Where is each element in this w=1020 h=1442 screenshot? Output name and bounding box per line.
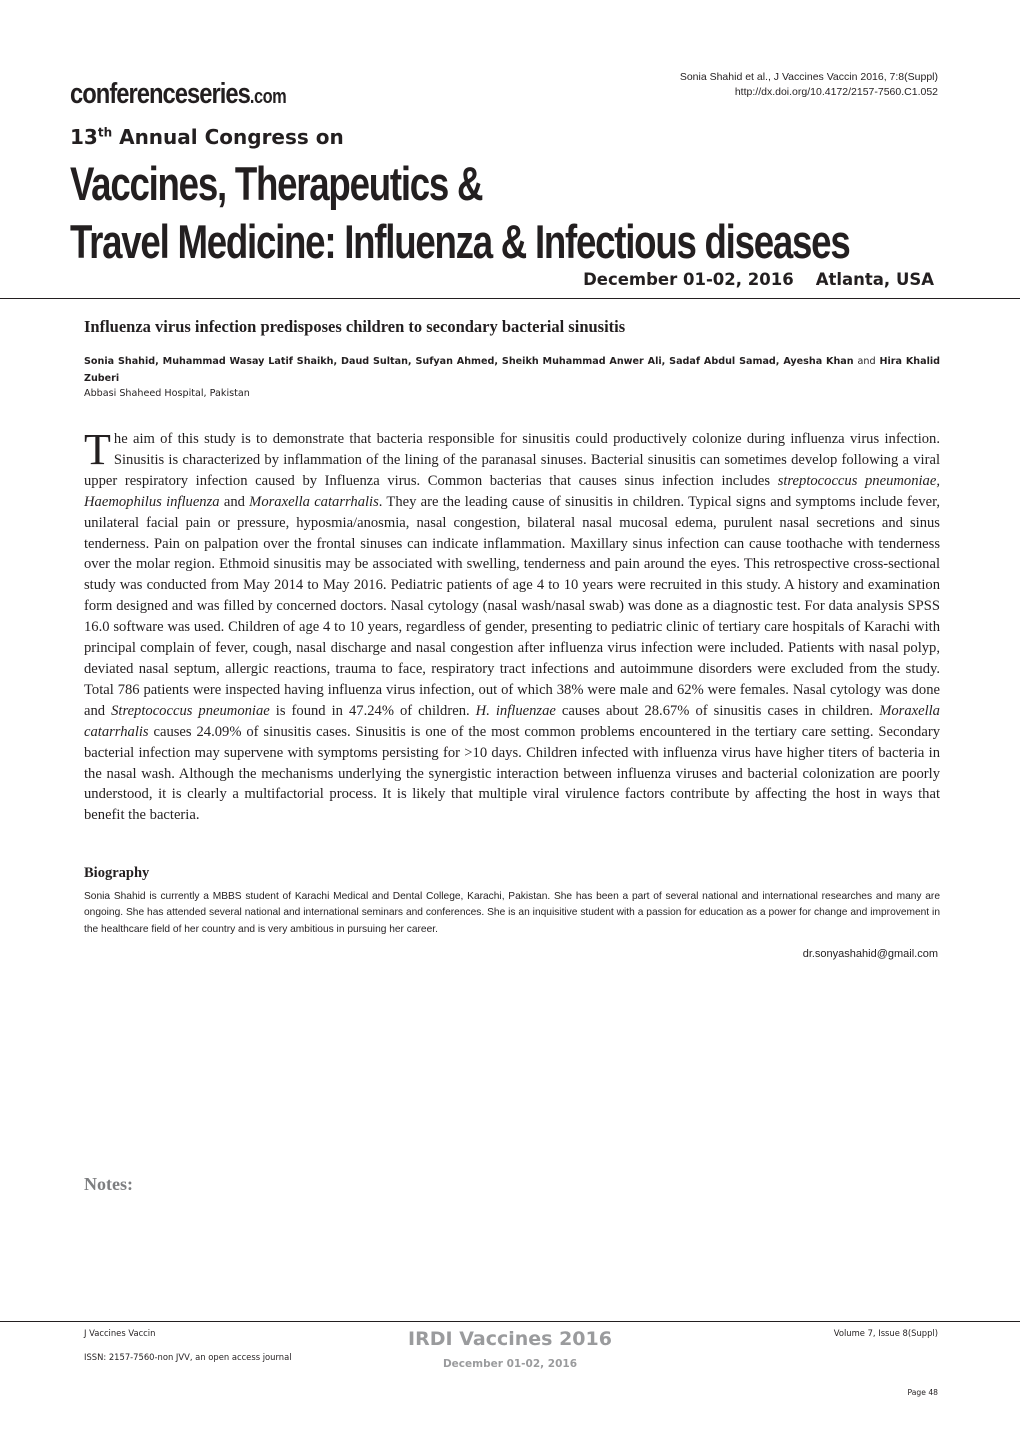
conference-location: Atlanta, USA (815, 270, 934, 289)
abstract-text: is found in 47.24% of children. (269, 702, 476, 719)
conference-date-location (583, 270, 934, 289)
abstract-italic: H. influenzae (475, 702, 556, 719)
abstract-italic: Moraxella catarrhalis (249, 493, 379, 510)
abstract (84, 425, 940, 826)
affiliation: Abbasi Shaheed Hospital, Pakistan (84, 388, 250, 399)
brand-suffix: .com (249, 86, 287, 108)
page-number: Page 48 (907, 1388, 938, 1397)
footer-event-date: December 01-02, 2016 (442, 1358, 578, 1370)
abstract-text: and (219, 493, 250, 510)
abstract-italic: Streptococcus pneumoniae (111, 702, 270, 719)
header-rule (0, 298, 1020, 299)
citation-line: Sonia Shahid et al., J Vaccines Vaccin 2016, 7:8(Suppl) (679, 71, 938, 83)
biography-text: Sonia Shahid is currently a MBBS student of Karachi Medical and Dental College, Karachi, Pakistan. She has been a part of several national and international researches and many are ongoing. She has attended several national and international seminars and conferences. She is an inquisitive student with a passion for education as a power for change and improvement in the healthcare field of her country and is very ambitious in pursuing her career. (84, 891, 940, 935)
brand-main: conferenceseries (70, 78, 250, 110)
abstract-text: . They are the leading cause of sinusitis in children. Typical signs and symptoms include fever, unilateral facial pain or pressure, hyposmia/anosmia, nasal congestion, bilateral nasal mucosal edema, purulent nasal secretions and sinus tenderness. Pain on palpation over the frontal sinuses can indicate inflammation. Maxillary sinus infection can cause toothache with tenderness over the molar region. Ethmoid sinusitis may be associated with swelling, tenderness and pain around the eyes. This retrospective cross-sectional study was conducted from May 2014 to May 2016. Pediatric patients of age 4 to 10 years were recruited in this study. A history and examination form designed and was filled by concerned doctors. Nasal cytology (nasal wash/nasal swab) was done as a diagnostic test. For data analysis SPSS 16.0 software was used. Children of age 4 to 10 years, regardless of gender, presenting to pediatric clinic of tertiary care hospitals of Karachi with principal complain of fever, cough, nasal discharge and nasal congestion after influenza virus infection were included. Patients with nasal polyp, deviated nasal septum, allergic reactions, trauma to face, respiratory tract infections and autoimmune disorders were excluded from the study. Total 786 patients were inspected having influenza virus infection, out of which 38% were male and 62% were females. Nasal cytology was done and (84, 493, 940, 719)
conference-date: December 01-02, 2016 (583, 270, 794, 289)
notes-label: Notes: (84, 1174, 133, 1194)
authors-last: Hira Khalid Zuberi (84, 356, 941, 384)
footer-event: IRDI Vaccines 2016 (408, 1328, 612, 1350)
biography-heading: Biography (84, 865, 150, 881)
author-email-link[interactable]: dr.sonyashahid@gmail.com (802, 948, 938, 960)
abstract-text: he aim of this study is to demonstrate that bacteria responsible for sinusitis could productively colonize during influenza virus infection. Sinusitis is characterized by inflammation of the lining of the paranasal sinuses. Bacterial sinusitis can sometimes develop following a viral upper respiratory infection caused by Influenza virus. Common bacterias that causes sinus infection includes (84, 431, 940, 489)
footer-issn: ISSN: 2157-7560-non JVV, an open access journal (84, 1352, 292, 1362)
abstract-italic: streptococcus pneumoniae, Haemophilus influenza (84, 472, 940, 510)
congress-rest: Annual Congress on (112, 125, 344, 149)
brand-logo (70, 78, 286, 111)
congress-line (70, 125, 344, 149)
footer-journal: J Vaccines Vaccin (84, 1328, 156, 1338)
abstract-text: causes about 28.67% of sinusitis cases in children. (555, 702, 880, 719)
article-title: Influenza virus infection predisposes children to secondary bacterial sinusitis (84, 317, 626, 336)
congress-sup: th (97, 125, 113, 140)
abstract-text: causes 24.09% of sinusitis cases. Sinusitis is one of the most common problems encountered in the tertiary care setting. Secondary bacterial infection may supervene with symptoms persisting for >10 days. Children infected with influenza virus have higher titers of bacteria in the nasal wash. Although the mechanisms underlying the synergistic interaction between influenza viruses and bacterial colonization are poorly understood, it is clearly a multifactorial process. It is likely that multiple viral virulence factors contribute by affecting the host in ways that benefit the bacteria. (84, 723, 940, 824)
citation-block (680, 70, 938, 100)
conference-title-line1: Vaccines, Therapeutics & (70, 157, 483, 210)
authors-and: and (857, 356, 876, 367)
author-list (84, 353, 940, 387)
conference-title-line2: Travel Medicine: Influenza & Infectious diseases (70, 215, 850, 268)
doi-link[interactable]: http://dx.doi.org/10.4172/2157-7560.C1.052 (734, 86, 938, 98)
footer-rule (0, 1321, 1020, 1322)
drop-cap: T (84, 425, 111, 474)
congress-number: 13 (70, 125, 98, 149)
abstract-italic: Moraxella catarrhalis (84, 702, 940, 740)
authors: Sonia Shahid, Muhammad Wasay Latif Shaikh, Daud Sultan, Sufyan Ahmed, Sheikh Muhammad Anwer Ali, Sadaf Abdul Samad, Ayesha Khan (84, 356, 854, 367)
footer-volume: Volume 7, Issue 8(Suppl) (833, 1328, 938, 1338)
